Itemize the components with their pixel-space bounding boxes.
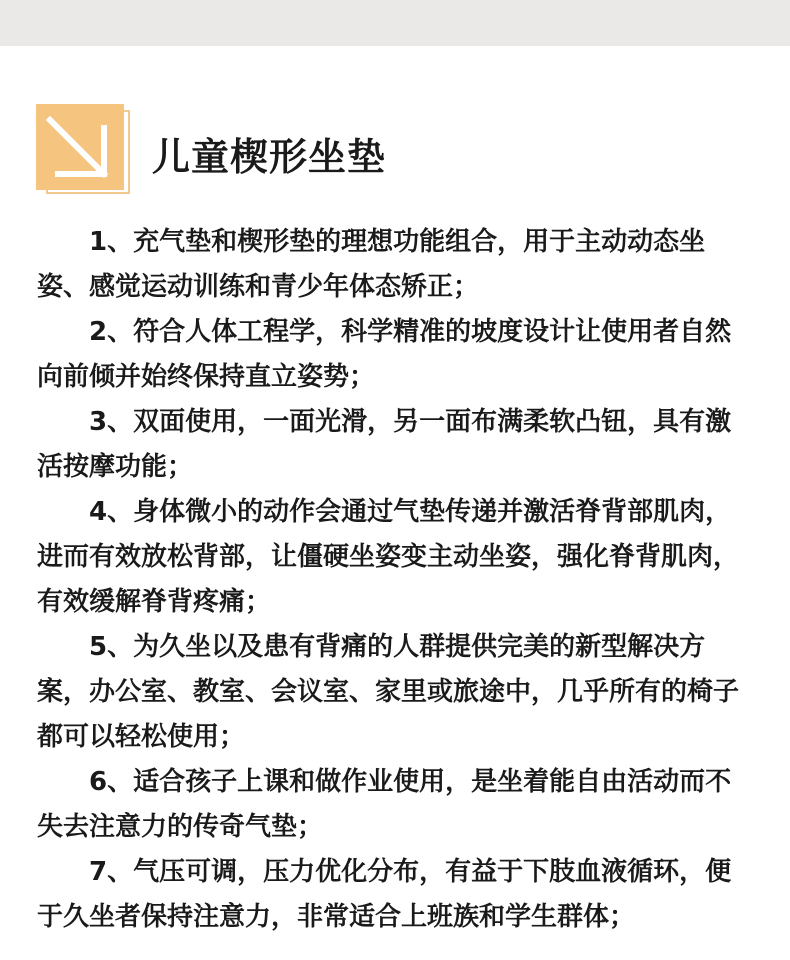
feature-list	[37, 220, 757, 940]
arrow-down-right-icon	[36, 104, 132, 194]
page-title: 儿童楔形坐垫	[152, 135, 387, 179]
list-item: 7、气压可调，压力优化分布，有益于下肢血液循环，便于久坐者保持注意力，非常适合上班族和学生群体；	[37, 857, 732, 932]
list-item: 3、双面使用，一面光滑，另一面布满柔软凸钮，具有激活按摩功能；	[37, 407, 732, 482]
list-item: 2、符合人体工程学，科学精准的坡度设计让使用者自然向前倾并始终保持直立姿势；	[37, 317, 732, 392]
list-item: 1、充气垫和楔形垫的理想功能组合，用于主动动态坐姿、感觉运动训练和青少年体态矫正；	[37, 227, 706, 302]
list-item: 4、身体微小的动作会通过气垫传递并激活脊背部肌肉，进而有效放松背部，让僵硬坐姿变主动坐姿，强化脊背肌肉，有效缓解脊背疼痛；	[37, 497, 740, 617]
list-item: 6、适合孩子上课和做作业使用，是坐着能自由活动而不失去注意力的传奇气垫；	[37, 767, 732, 842]
list-item: 5、为久坐以及患有背痛的人群提供完美的新型解决方案，办公室、教室、会议室、家里或旅途中，几乎所有的椅子都可以轻松使用；	[37, 632, 740, 752]
section-header	[0, 100, 790, 200]
arrow-glyph	[42, 112, 118, 184]
top-band	[0, 0, 790, 46]
